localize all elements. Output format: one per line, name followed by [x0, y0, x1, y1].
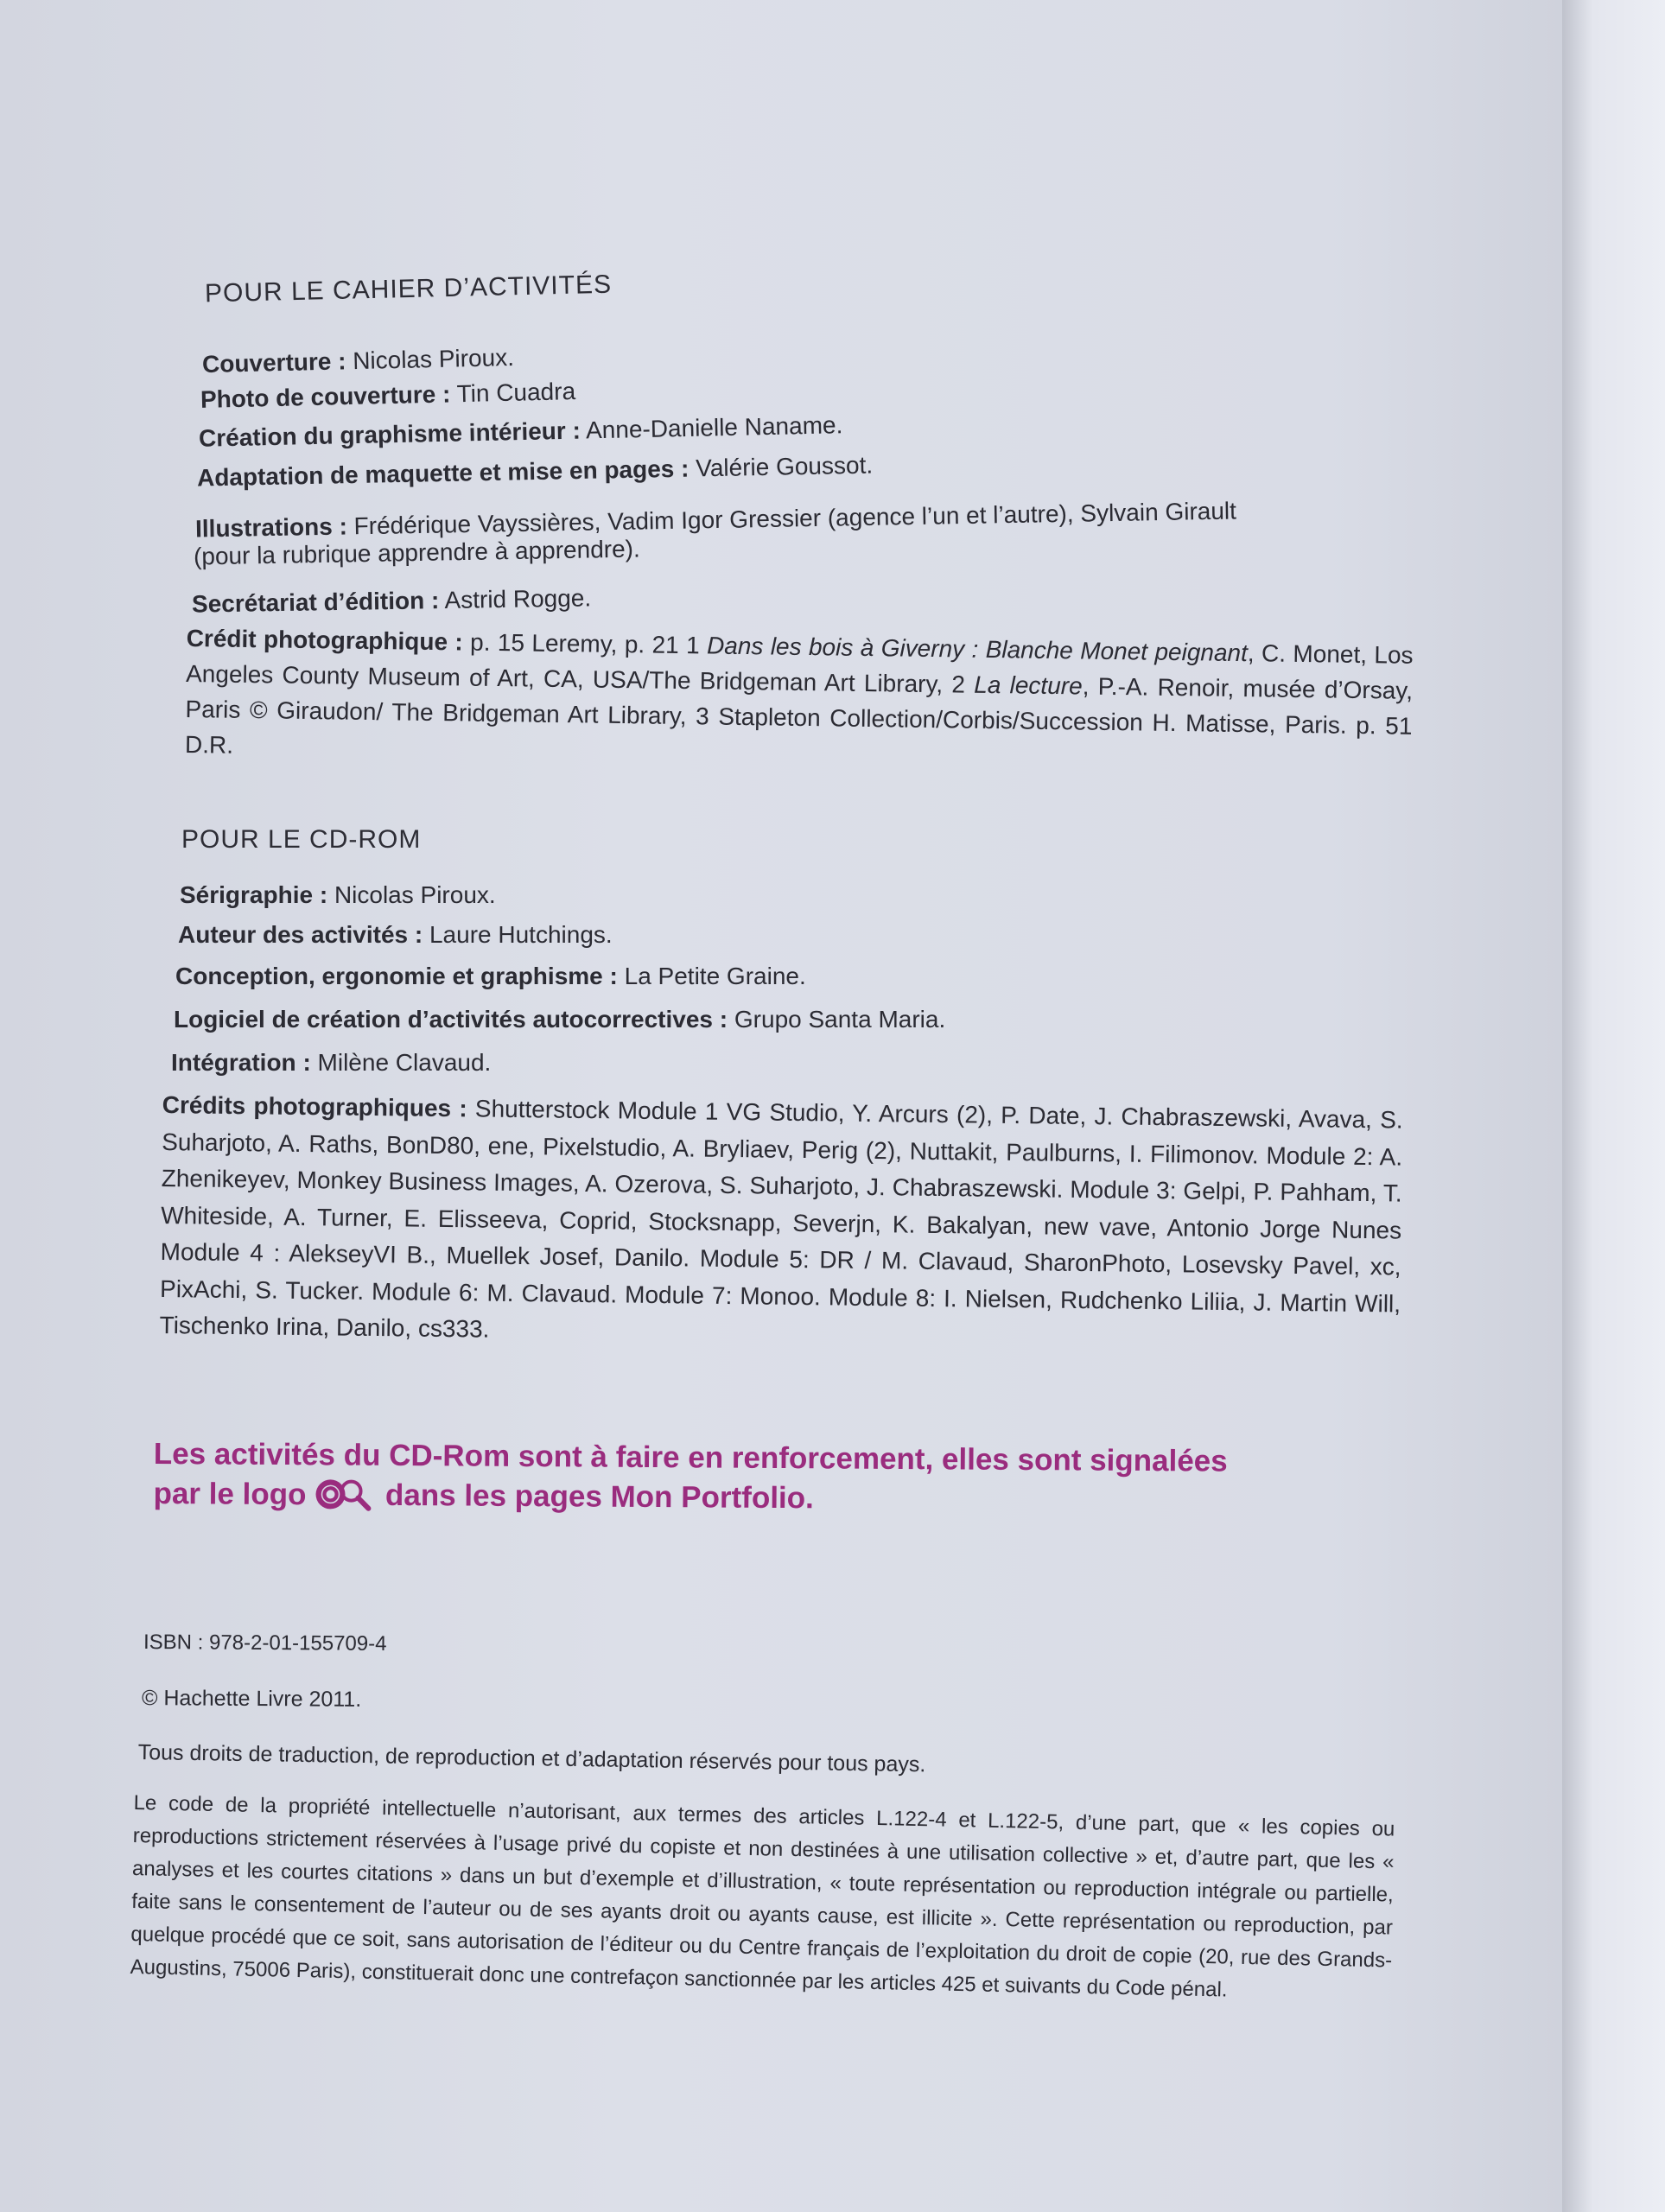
integration-line [171, 1047, 491, 1078]
integration-value: Milène Clavaud. [310, 1049, 492, 1076]
illustrations-line [195, 495, 1236, 544]
credit-italic1: Dans les bois à Giverny : Blanche Monet peignant [706, 632, 1249, 667]
credit-photographique [185, 620, 1414, 779]
next-page-edge [1562, 0, 1665, 2212]
serigraphie-value: Nicolas Piroux. [327, 881, 496, 908]
isbn: ISBN : 978-2-01-155709-4 [143, 1630, 387, 1656]
secretariat-label: Secrétariat d’édition : [191, 587, 440, 618]
logiciel-value: Grupo Santa Maria. [728, 1006, 946, 1033]
conception-label: Conception, ergonomie et graphisme : [175, 963, 618, 989]
cdrom-notice [153, 1434, 1363, 1522]
notice-line-1: Les activités du CD-Rom sont à faire en renforcement, elles sont signalées [153, 1436, 1228, 1478]
graphisme-label: Création du graphisme intérieur : [198, 416, 581, 452]
serigraphie-label: Sérigraphie : [180, 881, 328, 908]
notice-line-2-after: dans les pages Mon Portfolio. [377, 1478, 814, 1516]
graphisme-value: Anne-Danielle Naname. [580, 411, 843, 444]
credit-part1: p. 15 Leremy, p. 21 1 [462, 628, 708, 659]
photo-label: Photo de couverture : [200, 380, 451, 413]
auteur-label: Auteur des activités : [178, 921, 423, 948]
copyright: © Hachette Livre 2011. [141, 1686, 362, 1712]
credits-value: Shutterstock Module 1 VG Studio, Y. Arcurs (2), P. Date, J. Chabraszewski, Avava, S. Suharjoto, A. Raths, BonD80, ene, Pixelstudio, A. Bryliaev, Perig (2), Nuttakit, Paulburns, I. Filimonov. Module 2: A. Zhenikeyev, Monkey Business Images, A. Ozerova, S. Suharjoto, J. Chabraszewski. Module 3: Gelpi, P. Pahham, T. Whiteside, A. Turner, E. Elisseeva, Coprid, Stocksnapp, Severjn, K. Bakalyan, new vave, Antonio Jorge Nunes Module 4 : AlekseyVI B., Muellek Josef, Danilo. Module 5: DR / M. Clavaud, SharonPhoto, Losevsky Pavel, xc, PixAchi, S. Tucker. Module 6: M. Clavaud. Module 7: Monoo. Module 8: I. Nielsen, Rudchenko Liliia, J. Martin Will, Tischenko Irina, Danilo, cs333. [159, 1095, 1403, 1343]
logiciel-line [174, 1004, 945, 1035]
credit-part2: , C. Monet, Los Angeles County Museum of Art, CA, USA/The Bridgeman Art Library, 2 [185, 639, 1414, 698]
photo-line [200, 376, 576, 416]
maquette-line [197, 449, 874, 493]
credits-photographiques [159, 1087, 1403, 1359]
illustrations-label: Illustrations : [194, 512, 348, 543]
legal-notice: Le code de la propriété intellectuelle n’autorisant, aux termes des articles L.122-4 et L.122-5, d’une part, que « les copies ou reproductions strictement réservées à l’usage privé du copiste et non destinées à une utilisation collective » et, d’autre part, que les « analyses et les courtes citations » dans un but d’exemple et d’illustration, « toute représentation ou reproduction intégrale ou partielle, faite sans le consentement de l’auteur ou de ses ayants droit ou ayants cause, est illicite ». Cette représentation ou reproduction, par quelque procédé que ce soit, sans autorisation de l’éditeur ou du Centre français de l’exploitation du droit de copie (20, rue des Grands-Augustins, 75006 Paris), constituerait donc une contrefaçon sanctionnée par les articles 425 et suivants du Code pénal. [130, 1790, 1395, 2002]
secretariat-line [192, 582, 592, 620]
notice-line-2 [153, 1474, 1363, 1522]
auteur-line [178, 919, 613, 950]
couverture-value: Nicolas Piroux. [346, 343, 515, 375]
photo-value: Tin Cuadra [449, 378, 576, 408]
rights-reserved: Tous droits de traduction, de reproduction et d’adaptation réservés pour tous pays. [137, 1739, 926, 1777]
illustrations-value: Frédérique Vayssières, Vadim Igor Gressier (agence l’un et l’autre), Sylvain Girault [346, 497, 1237, 540]
auteur-value: Laure Hutchings. [423, 921, 613, 948]
graphisme-line [199, 410, 843, 454]
credit-label: Crédit photographique : [186, 624, 463, 656]
cd-magnifier-icon [315, 1477, 377, 1512]
cdrom-heading: POUR LE CD-ROM [181, 825, 422, 854]
maquette-value: Valérie Goussot. [689, 451, 874, 482]
notice-line-2-before: par le logo [153, 1476, 315, 1512]
integration-label: Intégration : [171, 1049, 311, 1076]
maquette-label: Adaptation de maquette et mise en pages : [196, 454, 690, 492]
credit-part3: , P.-A. Renoir, musée d’Orsay, Paris © Giraudon/ The Bridgeman Art Library, 3 Stapleton Collection/Corbis/Succession H. Matisse, Paris. p. 51 D.R. [184, 672, 1414, 759]
illustrations-line-2: (pour la rubrique apprendre à apprendre). [193, 535, 641, 570]
credit-italic2: La lecture [974, 671, 1083, 700]
secretariat-value: Astrid Rogge. [439, 584, 592, 614]
couverture-label: Couverture : [201, 347, 346, 378]
conception-value: La Petite Graine. [617, 963, 806, 989]
serigraphie-line [180, 880, 496, 911]
cahier-heading: POUR LE CAHIER D’ACTIVITÉS [204, 270, 613, 308]
conception-line [175, 961, 806, 992]
logiciel-label: Logiciel de création d’activités autocorrectives : [174, 1006, 728, 1033]
credits-label: Crédits photographiques : [162, 1090, 467, 1122]
couverture-line [202, 342, 515, 380]
